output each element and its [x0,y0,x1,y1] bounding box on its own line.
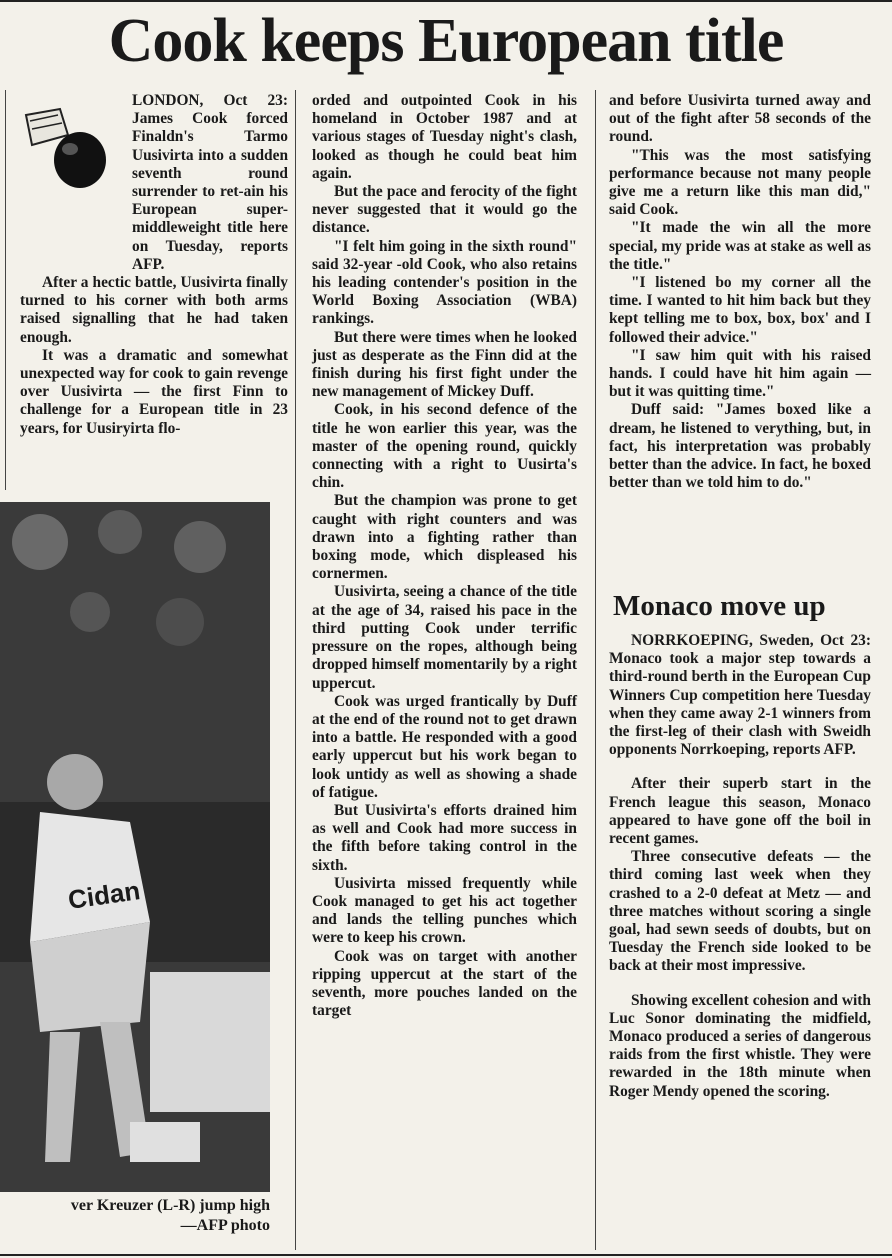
article-paragraph: But the champion was prone to get caught with right counters and was drawn into a fighting rather than boxing mode, which displeased his cornermen. [312,492,577,583]
sports-photo [0,502,270,1192]
article-paragraph: It was a dramatic and somewhat unexpected way for cook to gain revenge over Uusivirta — the first Finn to challenge for a European title in 23 years, for Uusiryirta flo- [20,346,288,437]
article-paragraph: Showing excellent cohesion and with Luc Sonor dominating the midfield, Monaco produced a series of dangerous raids from the first whistle. They were rewarded in the 18th minute when Roger Mendy opened the scoring. [609,991,871,1100]
article-paragraph: "This was the most satisfying performance because not many people give me a return like this man did," said Cook. [609,146,871,219]
article-column-2 [312,92,577,1020]
caption-line: ver Kreuzer (L-R) jump high [70,1197,270,1214]
column-divider [295,90,296,1250]
photo-caption [0,1196,270,1236]
article-paragraph: Cook, in his second defence of the title he won earlier this year, was the master of the opening round, quickly connecting with a right to Uusirta's chin. [312,401,577,492]
jersey-text: Cidan [66,875,142,915]
article-paragraph: LONDON, Oct 23: James Cook forced Finaldn's Tarmo Uusivirta into a sudden seventh round surrender to ret-ain his European super-middleweight title here on Tuesday, reports AFP. [132,92,288,273]
article-paragraph: orded and outpointed Cook in his homeland in October 1987 and at various stages of Tuesday night's clash, looked as though he could beat him again. [312,92,577,182]
second-story-headline: Monaco move up [613,590,826,622]
article-column-3 [609,92,871,492]
article-paragraph: Cook was on target with another ripping uppercut at the start of the seventh, more pouches landed on the target [312,947,577,1020]
article-paragraph: Three consecutive defeats — the third coming last week when they crashed to a 2-0 defeat at Metz — and three matches without scoring a single goal, had sewn seeds of doubts, but on Tuesday the French side looked to be back at their most impressive. [609,848,871,975]
article-paragraph: Uusivirta, seeing a chance of the title at the age of 34, raised his pace in the third putting Cook under terrific pressure on the ropes, although being dropped himself momentarily by a right uppercut. [312,583,577,692]
article-column-1 [20,92,288,438]
article-paragraph: "I felt him going in the sixth round" said 32-year -old Cook, who also retains his leading contender's position in the World Boxing Association (WBA) rankings. [312,237,577,328]
column-divider [595,90,596,1250]
article-paragraph: But Uusivirta's efforts drained him as well and Cook had more success in the fifth before taking control in the sixth. [312,801,577,874]
caption-credit: —AFP photo [180,1217,270,1234]
article-paragraph: Cook was urged frantically by Duff at the end of the round not to get drawn into a battle. He responded with a good early uppercut but his work began to look untidy as well as showing a shade of fatigue. [312,692,577,801]
article-paragraph: But there were times when he looked just as desperate as the Finn did at the finish during his first fight under the new management of Mickey Duff. [312,328,577,401]
second-story-body [609,632,871,1101]
article-paragraph: Duff said: "James boxed like a dream, he listened to verything, but, in fact, his interpretation was probably better than the advice. In fact, he boxed better than we told him to do." [609,401,871,492]
column-divider [5,90,6,490]
article-paragraph: "I saw him quit with his raised hands. I could have hit him again — but it was quitting time." [609,346,871,401]
article-paragraph: Uusivirta missed frequently while Cook managed to get his act together and lands the telling punches which were to keep his crown. [312,874,577,947]
article-paragraph: After their superb start in the French league this season, Monaco appeared to have gone off the boil in recent games. [609,775,871,848]
bottom-rule [0,1254,892,1256]
article-paragraph: But the pace and ferocity of the fight never suggested that it would go the distance. [312,183,577,237]
article-paragraph: After a hectic battle, Uusivirta finally turned to his corner with both arms raised signalling that he had taken enough. [20,274,288,346]
article-paragraph: "I listened bo my corner all the time. I wanted to hit him back but they kept telling me to box, box, box' and I followed their advice." [609,274,871,346]
article-paragraph: NORRKOEPING, Sweden, Oct 23: Monaco took a major step towards a third-round berth in the European Cup Winners Cup competition here Tuesday when they came away 2-1 winners from the first-leg of their clash with Sweidh opponents Norrkoeping, reports AFP. [609,632,871,759]
article-paragraph: "It made the win all the more special, my pride was at stake as well as the title." [609,219,871,273]
article-paragraph: and before Uusivirta turned away and out of the fight after 58 seconds of the round. [609,92,871,146]
headline: Cook keeps European title [108,7,784,75]
